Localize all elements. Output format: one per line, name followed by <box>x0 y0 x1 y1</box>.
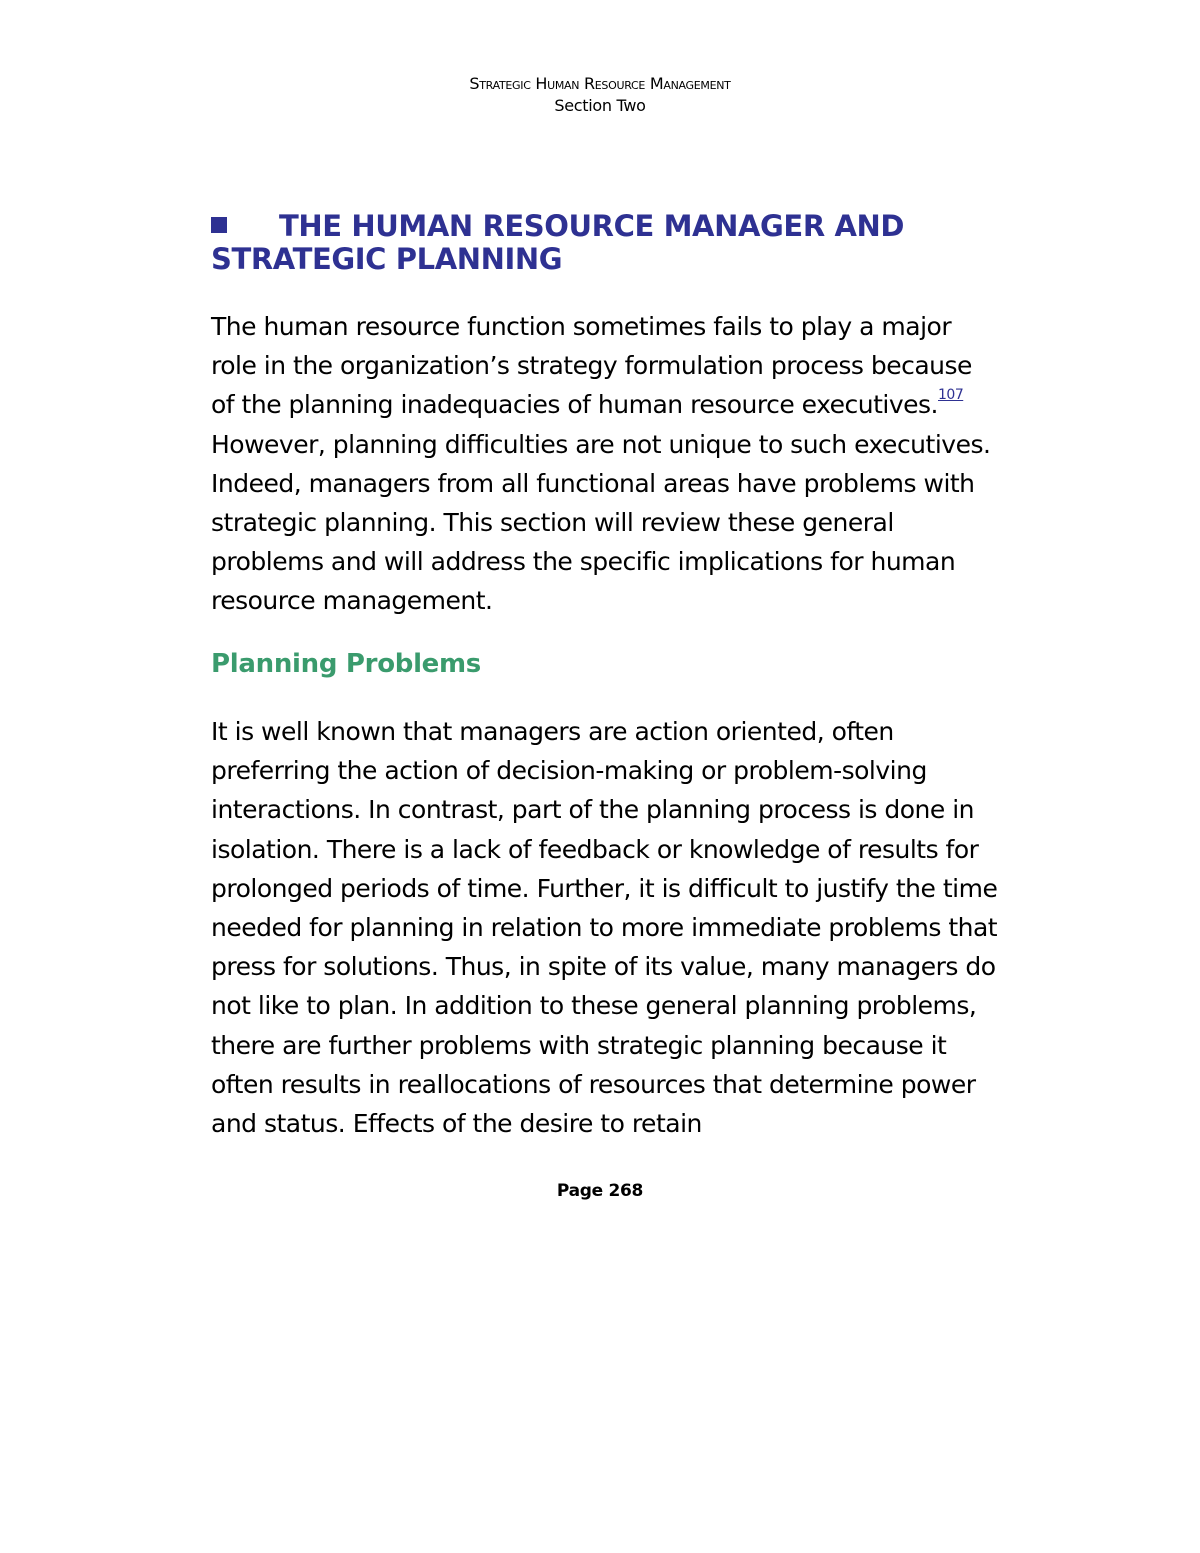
document-title: Strategic Human Resource Management <box>469 74 731 93</box>
subsection-heading: Planning Problems <box>211 649 481 679</box>
section-heading-text: THE HUMAN RESOURCE MANAGER AND STRATEGIC PLANNING <box>211 209 905 276</box>
page-number: Page 268 <box>556 1181 644 1201</box>
running-header <box>0 73 1200 117</box>
body-paragraph-1 <box>211 307 1001 621</box>
body-paragraph-2: It is well known that managers are action oriented, often preferring the action of decision-making or problem-solving interactions. In contrast, part of the planning process is done in isolation. There is a lack of feedback or knowledge of results for prolonged periods of time. Further, it is difficult to justify the time needed for planning in relation to more immediate problems that press for solutions. Thus, in spite of its value, many managers do not like to plan. In addition to these general planning problems, there are further problems with strategic planning because it often results in reallocations of resources that determine power and status. Effects of the desire to retain <box>211 717 998 1139</box>
square-bullet-icon <box>211 217 227 233</box>
paragraph-1-text-end: However, planning difficulties are not unique to such executives. Indeed, managers from all functional areas have problems with strategic planning. This section will review these general problems and will address the specific implications for human resource management. <box>211 429 991 616</box>
section-label: Section Two <box>554 96 646 115</box>
section-heading <box>211 210 991 276</box>
footnote-link[interactable]: 107 <box>938 387 964 404</box>
paragraph-1-text-start: The human resource function sometimes fails to play a major role in the organization’s strategy formulation process because of the planning inadequacies of human resource executives. <box>211 312 972 420</box>
